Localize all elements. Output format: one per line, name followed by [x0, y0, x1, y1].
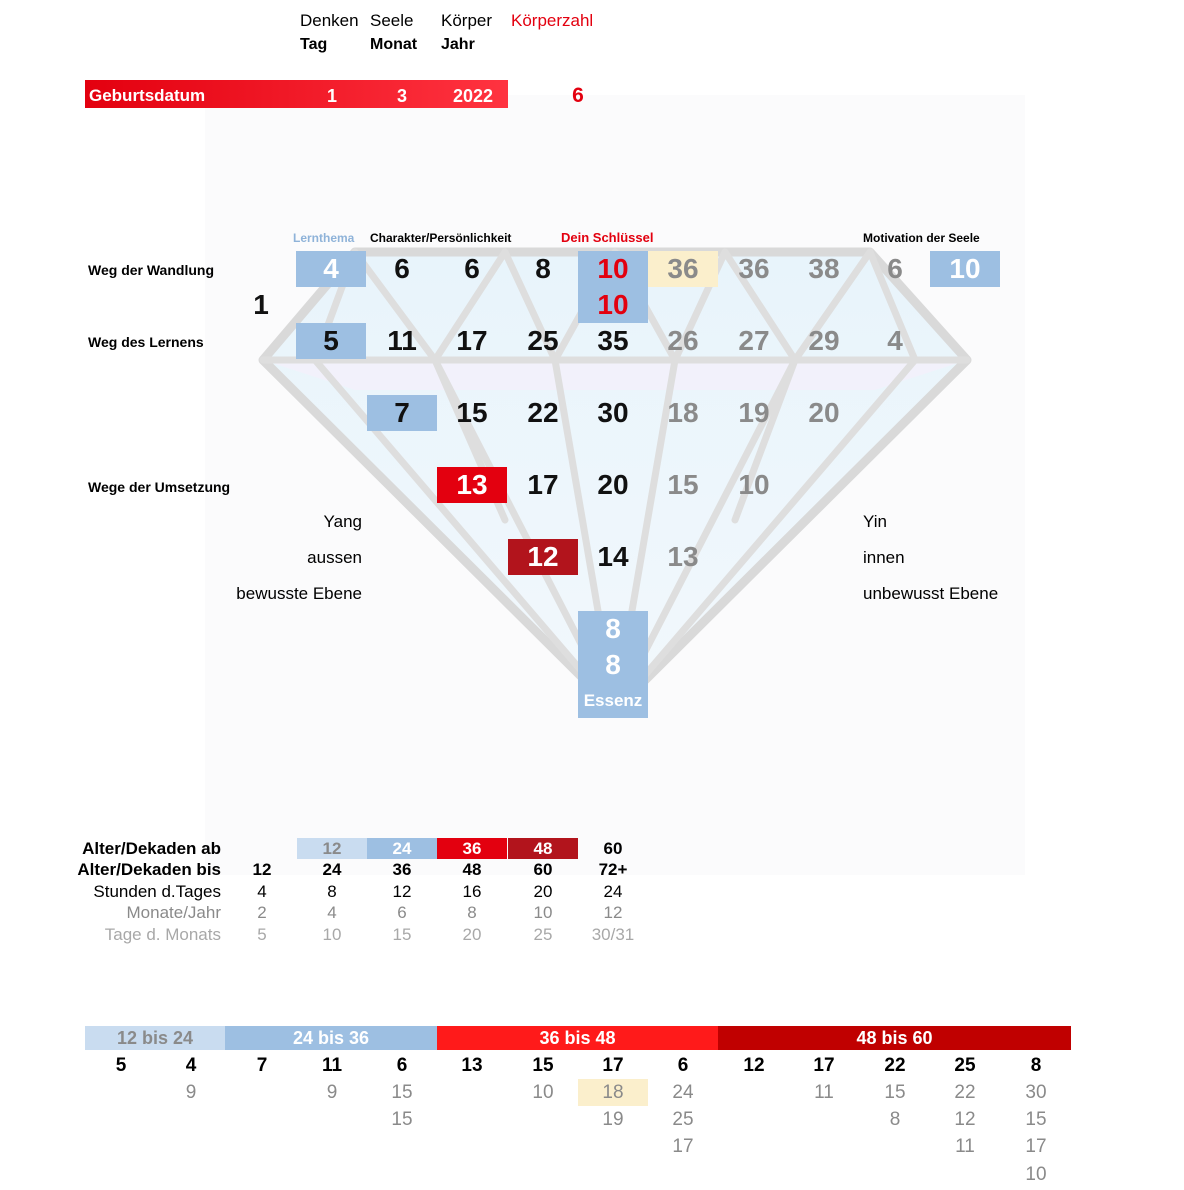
row5-cell: 14	[597, 541, 629, 572]
lernens-cell: 26	[667, 325, 699, 356]
monate-cell: 2	[257, 903, 267, 922]
period-cell: 25	[954, 1055, 976, 1076]
row3-cell: 18	[667, 397, 699, 428]
period-cell: 17	[1025, 1136, 1047, 1157]
period-cell: 24	[672, 1082, 694, 1103]
bis-cell: 72+	[598, 860, 628, 879]
bis-cell: 36	[392, 860, 412, 879]
charakter-label: Charakter/Persönlichkeit	[370, 231, 512, 245]
header-denken: Denken	[300, 11, 359, 30]
ab-cell: 12	[297, 838, 367, 859]
wandlung-cell: 6	[464, 253, 480, 284]
wandlung-cell: 36	[738, 253, 770, 284]
lernens-cell: 17	[456, 325, 488, 356]
monate-label: Monate/Jahr	[126, 903, 221, 922]
period-header-24-36: 24 bis 36	[225, 1026, 437, 1050]
header-koerper: Körper	[441, 11, 493, 30]
ab-cell: 60	[603, 839, 623, 858]
period-cell: 11	[321, 1055, 343, 1076]
period-cell: 15	[391, 1109, 413, 1130]
tage-cell: 5	[257, 925, 267, 944]
row5-cell: 12	[508, 539, 578, 575]
yin-label: Yin	[863, 512, 887, 531]
motivation-cell: 10	[930, 251, 1000, 287]
ab-cell: 48	[508, 838, 578, 859]
stunden-cell: 12	[392, 882, 412, 901]
birthdate-label: Geburtsdatum	[89, 86, 206, 105]
weg-wandlung-label: Weg der Wandlung	[88, 262, 214, 278]
birth-day: 1	[326, 86, 337, 106]
row3-cell: 7	[367, 395, 437, 431]
tage-cell: 30/31	[591, 925, 635, 944]
lernens-cell: 11	[387, 325, 417, 356]
tage-cell: 15	[392, 925, 412, 944]
monate-cell: 12	[603, 903, 623, 922]
lernens-cell: 25	[527, 325, 559, 356]
period-cell: 15	[1025, 1109, 1047, 1130]
umsetzung-cell: 10	[738, 469, 770, 500]
period-cell: 17	[813, 1055, 835, 1076]
birth-year: 2022	[452, 86, 494, 106]
stunden-cell: 8	[327, 882, 337, 901]
birth-month: 3	[396, 86, 407, 106]
period-cell: 19	[602, 1109, 624, 1130]
row3-cell: 22	[527, 397, 559, 428]
stunden-cell: 4	[257, 882, 267, 901]
tage-cell: 10	[322, 925, 342, 944]
stunden-cell: 16	[462, 882, 482, 901]
row3-cell: 20	[808, 397, 840, 428]
bis-cell: 12	[252, 860, 272, 879]
period-cell: 9	[326, 1082, 338, 1103]
essence-value: 8	[605, 649, 621, 680]
period-cell: 12	[954, 1109, 976, 1130]
period-cell: 6	[396, 1055, 408, 1076]
wandlung-cell: 36	[648, 251, 718, 287]
decades-bis-label: Alter/Dekaden bis	[77, 860, 221, 879]
header-jahr: Jahr	[441, 36, 475, 53]
koerperzahl-value: 6	[572, 84, 584, 107]
bis-cell: 48	[462, 860, 482, 879]
unbewusst-label: unbewusst Ebene	[863, 584, 999, 603]
row3-cell: 30	[597, 397, 629, 428]
period-header-48-60: 48 bis 60	[718, 1026, 1071, 1050]
key-cell-second: 10	[578, 287, 648, 323]
row3-cell: 15	[456, 397, 488, 428]
period-cell: 30	[1025, 1082, 1047, 1103]
period-cell: 15	[884, 1082, 906, 1103]
umsetzung-cell: 15	[667, 469, 699, 500]
stunden-cell: 20	[533, 882, 553, 901]
wandlung-cell: 8	[535, 253, 551, 284]
wege-umsetzung-label: Wege der Umsetzung	[88, 479, 231, 495]
lernens-cell: 35	[597, 325, 629, 356]
period-cell: 9	[185, 1082, 197, 1103]
lernens-cell: 4	[887, 325, 903, 356]
essence-value: 8	[605, 613, 621, 644]
bewusste-label: bewusste Ebene	[236, 584, 362, 603]
umsetzung-cell: 17	[527, 469, 559, 500]
period-header-36-48: 36 bis 48	[437, 1026, 718, 1050]
monate-cell: 4	[327, 903, 337, 922]
period-header-12-24: 12 bis 24	[85, 1026, 225, 1050]
period-cell: 8	[889, 1109, 901, 1130]
yang-label: Yang	[323, 512, 362, 531]
lernthema-label: Lernthema	[293, 231, 355, 245]
header-koerperzahl: Körperzahl	[511, 11, 594, 30]
period-cell: 10	[532, 1082, 554, 1103]
ab-cell: 36	[437, 838, 507, 859]
innen-label: innen	[863, 548, 905, 567]
header-monat: Monat	[370, 36, 418, 53]
row5-cell: 13	[667, 541, 699, 572]
lernens-cell: 5	[296, 323, 366, 359]
period-cell: 6	[677, 1055, 689, 1076]
aussen-label: aussen	[307, 548, 362, 567]
schluessel-label: Dein Schlüssel	[561, 230, 654, 245]
tage-cell: 20	[462, 925, 482, 944]
monate-cell: 8	[467, 903, 477, 922]
bis-cell: 24	[322, 860, 342, 879]
wandlung-cell: 6	[394, 253, 410, 284]
decades-ab-label: Alter/Dekaden ab	[82, 839, 221, 858]
period-cell: 22	[954, 1082, 976, 1103]
motivation-label: Motivation der Seele	[863, 231, 980, 245]
stunden-label: Stunden d.Tages	[93, 882, 221, 901]
header-seele: Seele	[370, 11, 414, 30]
period-cell: 22	[884, 1055, 906, 1076]
wandlung-cell: 4	[296, 251, 366, 287]
row3-cell: 19	[738, 397, 770, 428]
period-cell: 15	[532, 1055, 554, 1076]
left-one: 1	[253, 289, 269, 320]
period-cell: 10	[1025, 1164, 1047, 1185]
monate-cell: 6	[397, 903, 407, 922]
period-cell: 18	[578, 1079, 648, 1106]
stunden-cell: 24	[603, 882, 623, 901]
period-cell: 15	[391, 1082, 413, 1103]
header-tag: Tag	[300, 36, 328, 53]
lernens-cell: 27	[738, 325, 770, 356]
tage-label: Tage d. Monats	[104, 925, 221, 944]
key-cell: 10	[578, 251, 648, 287]
weg-lernens-label: Weg des Lernens	[88, 334, 204, 350]
period-cell: 17	[602, 1055, 624, 1076]
umsetzung-cell: 20	[597, 469, 629, 500]
bis-cell: 60	[533, 860, 553, 879]
period-cell: 17	[672, 1136, 694, 1157]
period-cell: 5	[115, 1055, 127, 1076]
period-cell: 11	[955, 1136, 975, 1157]
essence-label: Essenz	[583, 691, 643, 710]
period-cell: 11	[814, 1082, 834, 1103]
period-cell: 13	[461, 1055, 483, 1076]
lernens-cell: 29	[808, 325, 840, 356]
period-cell: 7	[256, 1055, 268, 1076]
wandlung-cell: 6	[887, 253, 903, 284]
period-cell: 8	[1030, 1055, 1042, 1076]
umsetzung-cell: 13	[437, 467, 507, 503]
ab-cell: 24	[367, 838, 437, 859]
tage-cell: 25	[533, 925, 553, 944]
monate-cell: 10	[533, 903, 553, 922]
period-cell: 12	[743, 1055, 765, 1076]
wandlung-cell: 38	[808, 253, 840, 284]
period-cell: 25	[672, 1109, 694, 1130]
period-cell: 4	[185, 1055, 197, 1076]
